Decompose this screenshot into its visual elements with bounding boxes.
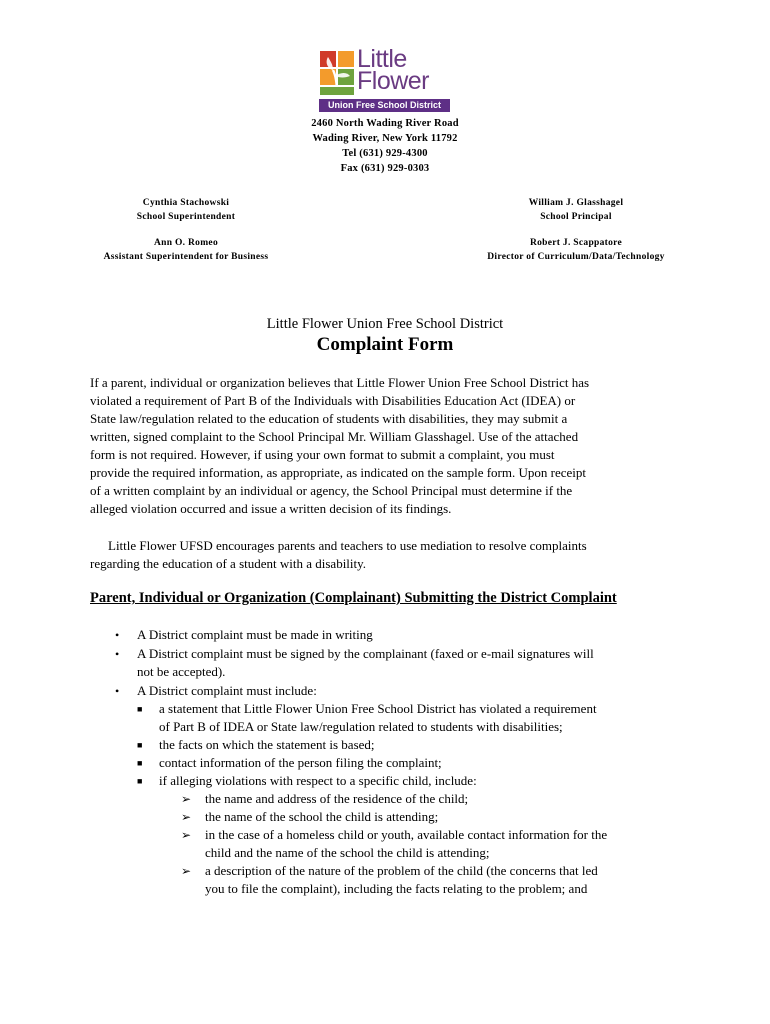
logo-wordmark <box>357 45 430 95</box>
arrow-bullet-icon: ➢ <box>181 810 192 824</box>
staff-superintendent <box>136 196 236 224</box>
arrow-bullet-icon: ➢ <box>181 864 192 878</box>
sub-list-item: contact information of the person filing the complaint; <box>159 755 442 770</box>
section-heading: Parent, Individual or Organization (Complainant) Submitting the District Complaint <box>90 590 617 606</box>
document-subtitle: Little Flower Union Free School District <box>266 316 504 332</box>
intro-line: State law/regulation related to the education of students with disabilities, they may submit a <box>90 411 568 426</box>
child-list-item-continuation: child and the name of the school the child is attending; <box>205 845 490 860</box>
address-fax: Fax (631) 929-0303 <box>340 163 430 174</box>
staff-name: Ann O. Romeo <box>153 238 219 248</box>
staff-name: Robert J. Scappatore <box>529 238 623 248</box>
arrow-bullet-icon: ➢ <box>181 792 192 806</box>
address-street: 2460 North Wading River Road <box>311 118 459 129</box>
bullet-dot-icon: • <box>115 647 120 661</box>
child-list-item: the name of the school the child is attending; <box>205 809 439 824</box>
sub-list-item: the facts on which the statement is based; <box>159 737 375 752</box>
arrow-bullet-icon: ➢ <box>181 828 192 842</box>
staff-title: Director of Curriculum/Data/Technology <box>487 252 665 262</box>
flower-logo-icon <box>319 50 355 96</box>
staff-title: Assistant Superintendent for Business <box>103 252 269 262</box>
district-address <box>0 116 770 176</box>
mediation-line: regarding the education of a student with a disability. <box>90 556 367 571</box>
staff-title: School Superintendent <box>136 212 236 222</box>
address-tel: Tel (631) 929-4300 <box>342 148 428 159</box>
intro-line: form is not required. However, if using your own format to submit a complaint, you must <box>90 447 555 462</box>
square-bullet-icon: ■ <box>137 776 143 786</box>
sub-list-item-continuation: of Part B of IDEA or State law/regulation related to students with disabilities; <box>159 719 563 734</box>
page-title: Complaint Form <box>316 334 454 355</box>
square-bullet-icon: ■ <box>137 704 143 714</box>
district-logo <box>319 45 453 114</box>
list-item: A District complaint must include: <box>137 683 317 698</box>
sub-list-item: a statement that Little Flower Union Free School District has violated a requirement <box>159 701 597 716</box>
list-item: A District complaint must be signed by the complainant (faxed or e-mail signatures will <box>137 646 594 661</box>
logo-district-bar: Union Free School District <box>319 99 450 112</box>
bullet-dot-icon: • <box>115 684 120 698</box>
list-item: A District complaint must be made in writing <box>137 627 373 642</box>
sub-list-item: if alleging violations with respect to a specific child, include: <box>159 773 477 788</box>
staff-director <box>472 236 680 264</box>
intro-line: written, signed complaint to the School Principal Mr. William Glasshagel. Use of the attached <box>90 429 579 444</box>
logo-line-2: Flower <box>357 67 430 95</box>
staff-name: William J. Glasshagel <box>528 198 624 208</box>
mediation-line: Little Flower UFSD encourages parents and teachers to use mediation to resolve complaints <box>108 538 587 553</box>
square-bullet-icon: ■ <box>137 758 143 768</box>
square-bullet-icon: ■ <box>137 740 143 750</box>
intro-line: of a written complaint by an individual or agency, the School Principal must determine if the <box>90 483 573 498</box>
child-list-item: in the case of a homeless child or youth, available contact information for the <box>205 827 608 842</box>
intro-line: If a parent, individual or organization believes that Little Flower Union Free School District has <box>90 375 590 390</box>
child-list-item: a description of the nature of the problem of the child (the concerns that led <box>205 863 598 878</box>
staff-assistant <box>90 236 282 264</box>
list-item-continuation: not be accepted). <box>137 664 226 679</box>
logo-line-1: Little <box>357 45 407 73</box>
intro-line: provide the required information, as appropriate, as indicated on the sample form. Upon receipt <box>90 465 586 480</box>
child-list-item-continuation: you to file the complaint), including the facts relating to the problem; and <box>205 881 588 896</box>
intro-line: violated a requirement of Part B of the Individuals with Disabilities Education Act (IDEA) or <box>90 393 576 408</box>
staff-principal <box>526 196 626 224</box>
intro-line: alleged violation occurred and issue a written decision of its findings. <box>90 501 452 516</box>
staff-title: School Principal <box>540 212 612 222</box>
staff-name: Cynthia Stachowski <box>142 198 230 208</box>
bullet-dot-icon: • <box>115 628 120 642</box>
child-list-item: the name and address of the residence of the child; <box>205 791 469 806</box>
address-city: Wading River, New York 11792 <box>312 133 458 144</box>
